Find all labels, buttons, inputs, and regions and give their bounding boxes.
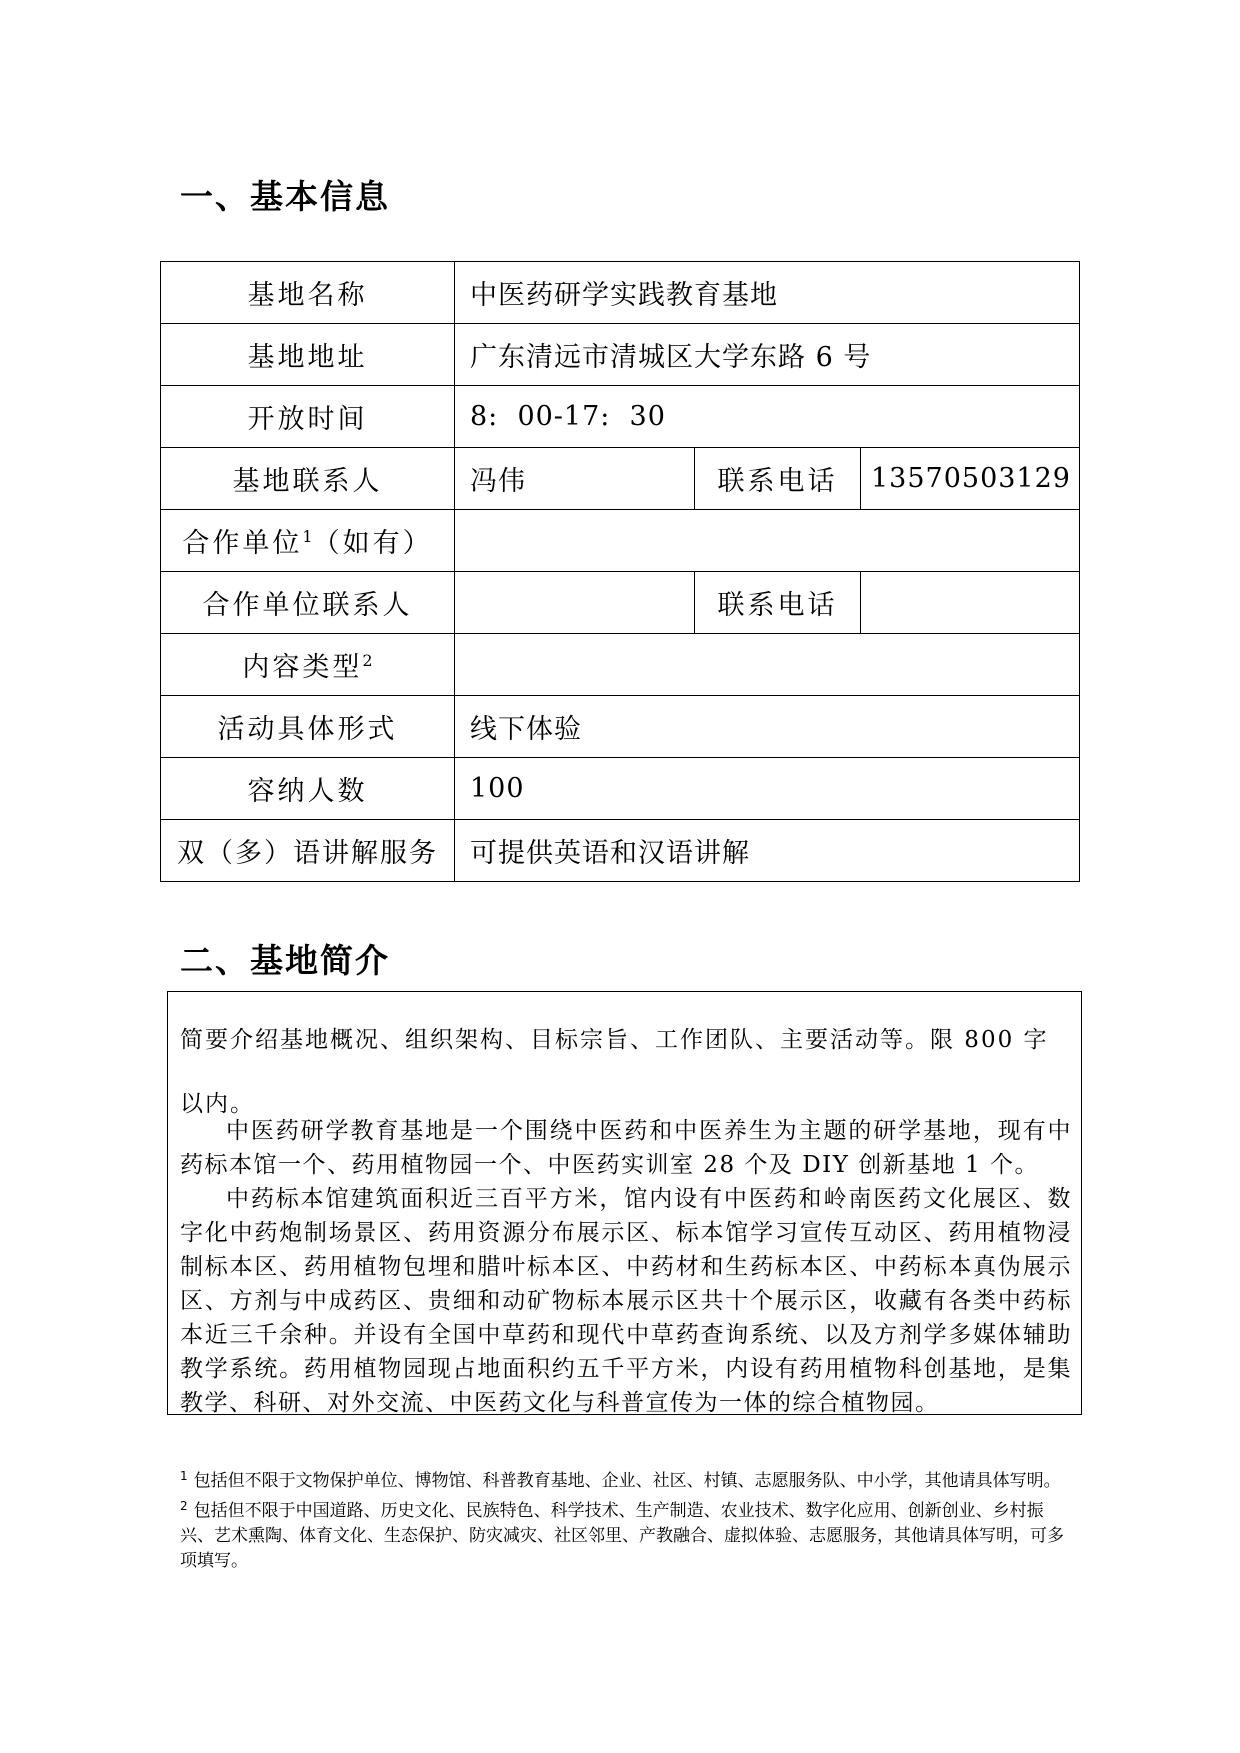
basic-info-table	[160, 261, 1080, 882]
base-address-value: 广东清远市清城区大学东路 6 号	[455, 324, 1080, 386]
partner-label	[161, 510, 455, 572]
content-type-label	[161, 634, 455, 696]
activity-form-value: 线下体验	[455, 696, 1080, 758]
opening-hours-text: 8: 00-17: 30	[470, 401, 666, 432]
activity-form-label: 活动具体形式	[161, 696, 455, 758]
base-name-value: 中医药研学实践教育基地	[455, 262, 1080, 324]
opening-hours-value	[455, 386, 1080, 448]
partner-phone-label: 联系电话	[695, 572, 861, 634]
contact-phone-label: 联系电话	[695, 448, 861, 510]
footnote-ref-1: 1	[302, 527, 313, 546]
content-type-label-text: 内容类型	[242, 652, 363, 683]
table-row	[161, 572, 1080, 634]
footnote-2	[180, 1494, 1070, 1574]
table-row	[161, 634, 1080, 696]
table-row	[161, 758, 1080, 820]
table-row	[161, 386, 1080, 448]
introduction-box	[167, 991, 1082, 1415]
section-title-introduction: 二、基地简介	[180, 941, 390, 980]
opening-hours-label: 开放时间	[161, 386, 455, 448]
footnotes	[180, 1464, 1070, 1574]
table-row	[161, 262, 1080, 324]
table-row	[161, 448, 1080, 510]
footnote-text: 包括但不限于文物保护单位、博物馆、科普教育基地、企业、社区、村镇、志愿服务队、中小学，其他请具体写明。	[193, 1471, 1061, 1491]
contact-phone-value: 13570503129	[861, 448, 1080, 510]
capacity-label: 容纳人数	[161, 758, 455, 820]
content-type-value	[455, 634, 1080, 696]
introduction-body	[180, 1114, 1072, 1420]
footnote-mark: 2	[180, 1499, 188, 1513]
table-row	[161, 324, 1080, 386]
table-row	[161, 696, 1080, 758]
table-row	[161, 510, 1080, 572]
section-title-basic-info: 一、基本信息	[180, 177, 390, 216]
table-row	[161, 820, 1080, 882]
partner-phone-value	[861, 572, 1080, 634]
partner-label-text: 合作单位	[182, 528, 303, 559]
base-address-label: 基地地址	[161, 324, 455, 386]
language-service-label: 双（多）语讲解服务	[161, 820, 455, 882]
base-name-label: 基地名称	[161, 262, 455, 324]
introduction-requirement: 简要介绍基地概况、组织架构、目标宗旨、工作团队、主要活动等。限 800 字以内。	[180, 1027, 1049, 1117]
introduction-paragraph: 中医药研学教育基地是一个围绕中医药和中医养生为主题的研学基地，现有中药标本馆一个、药用植物园一个、中医药实训室 28 个及 DIY 创新基地 1 个。	[180, 1118, 1072, 1178]
capacity-value: 100	[455, 758, 1080, 820]
footnote-ref-2: 2	[362, 651, 373, 670]
footnote-1	[180, 1464, 1070, 1494]
introduction-paragraph: 中药标本馆建筑面积近三百平方米，馆内设有中医药和岭南医药文化展区、数字化中药炮制场景区、药用资源分布展示区、标本馆学习宣传互动区、药用植物浸制标本区、药用植物包埋和腊叶标本区、中药材和生药标本区、中药标本真伪展示区、方剂与中成药区、贵细和动矿物标本展示区共十个展示区，收藏有各类中药标本近三千余种。并设有全国中草药和现代中草药查询系统、以及方剂学多媒体辅助教学系统。药用植物园现占地面积约五千平方米，内设有药用植物科创基地，是集教学、科研、对外交流、中医药文化与科普宣传为一体的综合植物园。	[180, 1186, 1072, 1416]
partner-contact-label: 合作单位联系人	[161, 572, 455, 634]
footnote-text: 包括但不限于中国道路、历史文化、民族特色、科学技术、生产制造、农业技术、数字化应用、创新创业、乡村振兴、艺术熏陶、体育文化、生态保护、防灾减灾、社区邻里、产教融合、虚拟体验、志愿服务，其他请具体写明，可多项填写。	[180, 1501, 1064, 1571]
partner-label-suffix: （如有）	[312, 528, 433, 559]
base-contact-value: 冯伟	[455, 448, 695, 510]
base-contact-label: 基地联系人	[161, 448, 455, 510]
partner-value	[455, 510, 1080, 572]
partner-contact-value	[455, 572, 695, 634]
footnote-mark: 1	[180, 1469, 188, 1483]
language-service-value: 可提供英语和汉语讲解	[455, 820, 1080, 882]
